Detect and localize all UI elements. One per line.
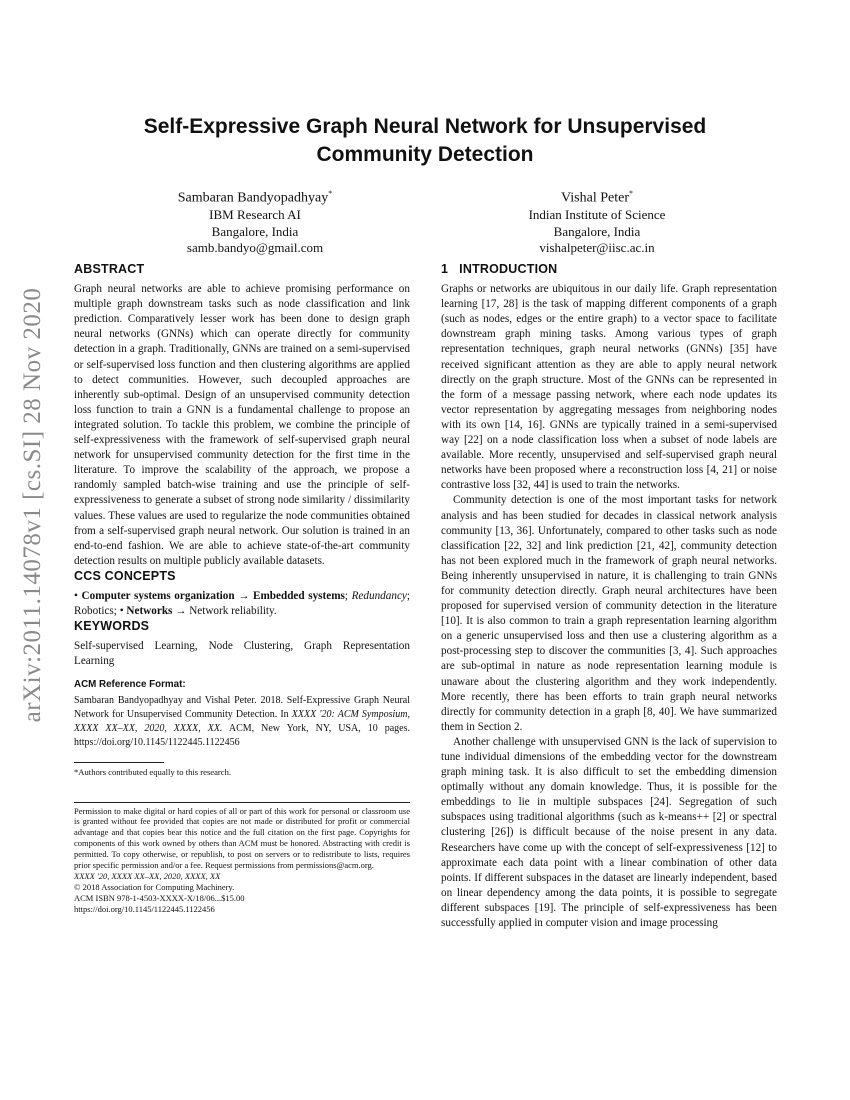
permission-divider — [74, 802, 410, 803]
doi-line: https://doi.org/10.1145/1122445.1122456 — [74, 903, 215, 914]
paper-title — [75, 113, 775, 169]
title-line-2: Community Detection — [316, 143, 534, 166]
author-block-1 — [95, 186, 415, 257]
author-location: Bangalore, India — [211, 223, 299, 239]
acm-reference-text: Sambaran Bandyopadhyay and Vishal Peter. 2018. Self-Expressive Graph Neural Network for Unsupervised Community Detection. In XXXX '20: ACM Symposium, XXXX XX–XX, 2020, XXXX, XX. ACM, New York, NY, USA, 10 pages. https://doi.org/10.1145/1122445.1122456 — [74, 694, 410, 748]
keywords-heading: KEYWORDS — [74, 619, 150, 634]
intro-paragraph-3: Another challenge with unsupervised GNN is the lack of supervision to tune individual dimensions of the embedding vector for the downstream graph mining task. It is also difficult to set the embedding dimension optimally without any domain knowledge. Thus, it is possible for the embeddings to lie in multiple subspaces [24]. Segregation of such subspaces using traditional algorithms (such as k-means++ [2] or spectral clustering [26]) is difficult because of the noise present in any data. Researchers have come up with the concept of self-expressiveness [12] to approximate each data point with a linear combination of other data points. If different subspaces in the dataset are linearly independent, based on linear dependency among the data points, it is possible to segregate different subspaces [19]. The principle of self-expressiveness has been successfully applied in computer vision and image processing — [441, 735, 777, 930]
permission-venue: XXXX '20, XXXX XX–XX, 2020, XXXX, XX — [74, 870, 221, 881]
permission-text: Permission to make digital or hard copies of all or part of this work for personal or classroom use is granted without fee provided that copies are not made or distributed for profit or commercial advantage and that copies bear this notice and the full citation on the first page. Copyrights for components of this work owned by others than ACM must be honored. Abstracting with credit is permitted. To copy otherwise, or republish, to post on servers or to redistribute to lists, requires prior specific permission and/or a fee. Request permissions from permissions@acm.org. — [74, 805, 410, 871]
ccs-heading: CCS CONCEPTS — [74, 568, 176, 583]
arxiv-identifier: arXiv:2011.14078v1 [cs.SI] 28 Nov 2020 — [19, 287, 46, 723]
arxiv-stamp — [16, 287, 50, 723]
abstract-text: Graph neural networks are able to achieve promising performance on multiple graph downstream tasks such as node classification and link prediction. Comparatively lesser work has been done to design graph neural networks (GNNs) which can operate directly for community detection in a graph. Traditionally, GNNs are trained on a semi-supervised or self-supervised loss function and then clustering algorithms are applied to detect communities. However, such decoupled approaches are inherently sub-optimal. Design of an unsupervised community detection loss function to train a GNN is a fundamental challenge to propose an integrated solution. To tackle this problem, we combine the principle of self-expressiveness with the framework of self-supervised graph neural network for unsupervised community detection for the first time in the literature. To improve the scalability of the approach, we propose a randomly sampled batch-wise training and use the principle of self-expressiveness to generate a subset of strong node similarity / dissimilarity values. These values are used to regularize the node communities obtained from a self-supervised graph neural network. Our solution is trained in an end-to-end fashion. We are able to achieve state-of-the-art community detection results on multiple publicly available datasets. — [74, 283, 410, 567]
intro-paragraph-1: Graphs or networks are ubiquitous in our daily life. Graph representation learning [17, 28] is the task of mapping different components of a graph (such as nodes, edges or the entire graph) to a vector space to facilitate downstream graph mining tasks. Among various types of graph representation techniques, graph neural networks (GNNs) [35] have received significant attention as they are able to apply neural network directly on the graph structure. Most of the GNNs can be represented in the form of a message passing network, where each node updates its vector representation by aggregating messages from neighboring nodes with its own [14, 16]. GNNs are typically trained in a semi-supervised way [22] on a node classification loss when a subset of node labels are available. More recently, unsupervised and self-supervised graph neural networks have been proposed where a reconstruction loss [4, 21] or noise contrastive loss [32, 44] is used to train the networks. — [441, 283, 777, 492]
isbn-line: ACM ISBN 978-1-4503-XXXX-X/18/06...$15.00 — [74, 892, 245, 903]
keywords-text: Self-supervised Learning, Node Clustering, Graph Representation Learning — [74, 640, 410, 668]
intro-paragraph-2: Community detection is one of the most important tasks for network analysis and has been studied for decades in classical network analysis community [13, 36]. Unfortunately, compared to other tasks such as node classification [22, 32] and link prediction [21, 42], community detection has not been explored much in the framework of graph neural networks. Being inherently unsupervised in nature, it is challenging to train GNNs for community detection directly. Graph neural architectures have been proposed for supervised version of community detection in the literature [10]. It is also common to train a graph representation learning algorithm on a generic unsupervised loss and then use a clustering algorithm as a post-processing step to discover the communities [3, 4]. Such approaches are sub-optimal in nature as node representation learning module is unaware about the clustering algorithm and they work independently. More recently, there has been efforts to train graph neural networks directly for community detection in a graph [8, 40]. We have summarized them in Section 2. — [441, 494, 777, 733]
author-name: Vishal Peter* — [561, 189, 633, 206]
footnote: *Authors contributed equally to this research. — [74, 766, 232, 777]
copyright-line: © 2018 Association for Computing Machinery. — [74, 881, 235, 892]
title-line-1: Self-Expressive Graph Neural Network for Unsupervised — [143, 115, 707, 138]
abstract-heading: ABSTRACT — [74, 262, 145, 276]
author-name: Sambaran Bandyopadhyay* — [177, 189, 333, 206]
author-affiliation: Indian Institute of Science — [528, 207, 666, 223]
footnote-divider — [74, 762, 164, 763]
ccs-text: • Computer systems organization → Embedded systems; Redundancy; Robotics; • Networks → Network reliability. — [74, 589, 410, 618]
author-location: Bangalore, India — [553, 223, 641, 239]
author-email: samb.bandyo@gmail.com — [186, 240, 324, 256]
right-column — [441, 262, 777, 931]
permission-block — [74, 806, 410, 915]
author-email: vishalpeter@iisc.ac.in — [539, 240, 655, 256]
author-block-2 — [437, 186, 757, 257]
left-column — [74, 262, 410, 915]
acm-reference-heading: ACM Reference Format: — [74, 679, 186, 691]
author-affiliation: IBM Research AI — [209, 207, 301, 223]
introduction-heading: 1 INTRODUCTION — [441, 262, 558, 276]
